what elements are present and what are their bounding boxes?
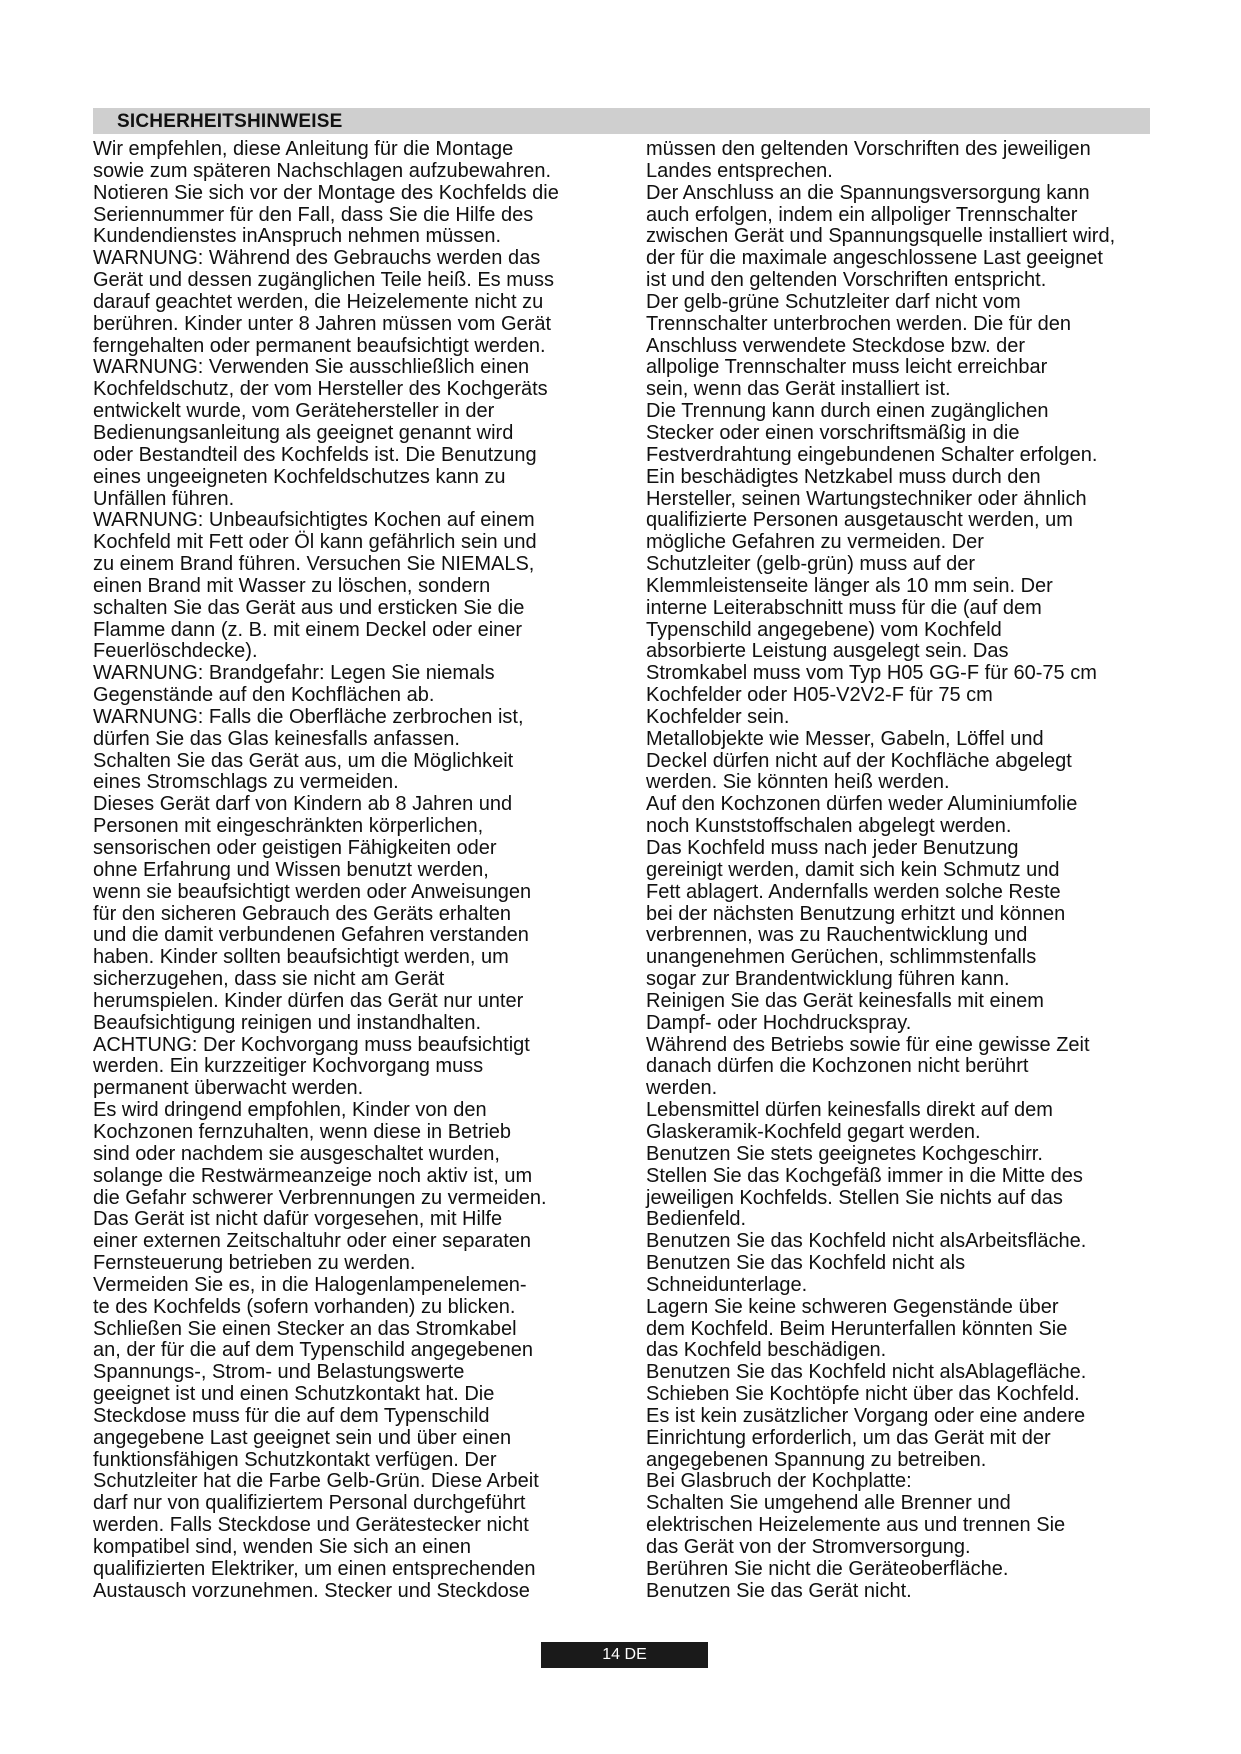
text-line: Schutzleiter hat die Farbe Gelb-Grün. Diese Arbeit (93, 1470, 539, 1493)
text-line: eines Stromschlags zu vermeiden. (93, 771, 399, 794)
text-line: die Gefahr schwerer Verbrennungen zu vermeiden. (93, 1186, 547, 1209)
text-line: jeweiligen Kochfelds. Stellen Sie nichts auf das (646, 1186, 1063, 1209)
text-line: haben. Kinder sollten beaufsichtigt werden, um (93, 946, 509, 969)
text-line: Festverdrahtung eingebundenen Schalter erfolgen. (646, 443, 1098, 466)
text-line: entwickelt wurde, vom Gerätehersteller in der (93, 400, 495, 423)
text-line: für den sicheren Gebrauch des Geräts erhalten (93, 902, 512, 925)
text-line: Gerät und dessen zugänglichen Teile heiß. Es muss (93, 269, 555, 292)
text-line: Personen mit eingeschränkten körperlichen, (93, 815, 484, 838)
text-line: Kochfelder sein. (646, 705, 790, 728)
text-line: oder Bestandteil des Kochfelds ist. Die Benutzung (93, 443, 537, 466)
text-line: mögliche Gefahren zu vermeiden. Der (646, 531, 984, 554)
text-line: Lagern Sie keine schweren Gegenstände über (646, 1295, 1059, 1318)
text-line: Kundendienstes inAnspruch nehmen müssen. (93, 225, 502, 248)
text-line: sicherzugehen, dass sie nicht am Gerät (93, 968, 445, 991)
text-line: Kochfeld mit Fett oder Öl kann gefährlich sein und (93, 531, 537, 554)
text-line: Hersteller, seinen Wartungstechniker oder ähnlich (646, 487, 1087, 510)
text-line: Einrichtung erforderlich, um das Gerät mit der (646, 1426, 1051, 1449)
text-line: elektrischen Heizelemente aus und trennen Sie (646, 1514, 1066, 1537)
text-line: Der gelb-grüne Schutzleiter darf nicht vom (646, 290, 1021, 313)
text-line: zu einem Brand führen. Versuchen Sie NIEMALS, (93, 553, 535, 576)
text-line: werden. Ein kurzzeitiger Kochvorgang muss (93, 1055, 484, 1078)
text-line: werden. Sie könnten heiß werden. (646, 771, 950, 794)
text-line: gereinigt werden, damit sich kein Schmutz und (646, 858, 1060, 881)
text-line: Wir empfehlen, diese Anleitung für die Montage (93, 138, 514, 160)
text-line: Vermeiden Sie es, in die Halogenlampenelemen- (93, 1273, 527, 1296)
text-line: angegebene Last geeignet sein und über einen (93, 1426, 512, 1449)
text-line: Das Kochfeld muss nach jeder Benutzung (646, 837, 1019, 859)
text-line: sensorischen oder geistigen Fähigkeiten oder (93, 837, 497, 859)
text-line: Der Anschluss an die Spannungsversorgung kann (646, 181, 1090, 204)
text-line: Dieses Gerät darf von Kindern ab 8 Jahren und (93, 793, 513, 816)
text-line: sein, wenn das Gerät installiert ist. (646, 378, 951, 401)
text-line: WARNUNG: Während des Gebrauchs werden das (93, 247, 541, 270)
text-line: Deckel dürfen nicht auf der Kochfläche abgelegt (646, 749, 1072, 772)
text-line: zwischen Gerät und Spannungsquelle installiert wird, (646, 225, 1116, 248)
text-line: Kochfeldschutz, der vom Hersteller des Kochgeräts (93, 378, 548, 401)
text-line: Die Trennung kann durch einen zugänglichen (646, 400, 1049, 423)
section-title: SICHERHEITSHINWEISE (117, 111, 343, 132)
text-line: WARNUNG: Unbeaufsichtigtes Kochen auf einem (93, 509, 535, 532)
text-line: berühren. Kinder unter 8 Jahren müssen vom Gerät (93, 312, 552, 335)
text-line: geeignet ist und einen Schutzkontakt hat. Die (93, 1383, 495, 1406)
text-line: Flamme dann (z. B. mit einem Deckel oder einer (93, 618, 523, 641)
text-line: Steckdose muss für die auf dem Typenschild (93, 1404, 490, 1427)
text-line: darauf geachtet werden, die Heizelemente nicht zu (93, 290, 544, 313)
text-line: Bei Glasbruch der Kochplatte: (646, 1470, 912, 1493)
text-line: Austausch vorzunehmen. Stecker und Steckdose (93, 1579, 530, 1602)
text-line: Schalten Sie das Gerät aus, um die Möglichkeit (93, 749, 514, 772)
text-line: sind oder nachdem sie ausgeschaltet wurden, (93, 1142, 500, 1165)
text-line: Stecker oder einen vorschriftsmäßig in die (646, 421, 1020, 444)
text-line: Schutzleiter (gelb-grün) muss auf der (646, 553, 976, 576)
text-line: auch erfolgen, indem ein allpoliger Trennschalter (646, 203, 1078, 226)
text-line: an, der für die auf dem Typenschild angegebenen (93, 1339, 533, 1362)
section-header-bar (93, 108, 1150, 134)
text-line: Typenschild angegebene) vom Kochfeld (646, 618, 1002, 641)
text-line: allpolige Trennschalter muss leicht erreichbar (646, 356, 1048, 379)
text-line: Glaskeramik-Kochfeld gegart werden. (646, 1120, 981, 1143)
page-number-badge: 14 DE (541, 1642, 708, 1668)
text-line: ist und den geltenden Vorschriften entspricht. (646, 269, 1047, 292)
text-line: Klemmleistenseite länger als 10 mm sein. Der (646, 574, 1053, 597)
text-line: bei der nächsten Benutzung erhitzt und können (646, 902, 1066, 925)
text-line: Spannungs-, Strom- und Belastungswerte (93, 1361, 465, 1384)
text-line: ferngehalten oder permanent beaufsichtigt werden. (93, 334, 546, 357)
text-line: Auf den Kochzonen dürfen weder Aluminiumfolie (646, 793, 1078, 816)
text-line: Metallobjekte wie Messer, Gabeln, Löffel und (646, 727, 1044, 750)
text-line: sowie zum späteren Nachschlagen aufzubewahren. (93, 159, 552, 182)
text-line: Das Gerät ist nicht dafür vorgesehen, mit Hilfe (93, 1208, 503, 1231)
text-line: te des Kochfelds (sofern vorhanden) zu blicken. (93, 1295, 516, 1318)
text-line: Es ist kein zusätzlicher Vorgang oder eine andere (646, 1404, 1086, 1427)
text-line: einer externen Zeitschaltuhr oder einer separaten (93, 1230, 532, 1253)
text-line: ohne Erfahrung und Wissen benutzt werden, (93, 858, 489, 881)
text-line: dürfen Sie das Glas keinesfalls anfassen. (93, 727, 460, 750)
text-line: Es wird dringend empfohlen, Kinder von den (93, 1099, 487, 1122)
text-line: permanent überwacht werden. (93, 1077, 364, 1100)
text-line: Kochzonen fernzuhalten, wenn diese in Betrieb (93, 1120, 512, 1143)
text-line: der für die maximale angeschlossene Last geeignet (646, 247, 1103, 270)
text-line: eines ungeeigneten Kochfeldschutzes kann zu (93, 465, 506, 488)
text-line: Anschluss verwendete Steckdose bzw. der (646, 334, 1026, 357)
text-line: das Gerät von der Stromversorgung. (646, 1536, 971, 1558)
text-line: schalten Sie das Gerät aus und ersticken Sie die (93, 596, 525, 619)
text-line: WARNUNG: Verwenden Sie ausschließlich einen (93, 356, 530, 379)
text-line: Während des Betriebs sowie für eine gewisse Zeit (646, 1033, 1090, 1056)
text-line: noch Kunststoffschalen abgelegt werden. (646, 815, 1012, 838)
text-line: herumspielen. Kinder dürfen das Gerät nur unter (93, 989, 524, 1012)
text-line: Bedienungsanleitung als geeignet genannt wird (93, 421, 514, 444)
text-line: Schließen Sie einen Stecker an das Stromkabel (93, 1317, 517, 1340)
text-line: Stromkabel muss vom Typ H05 GG-F für 60-75 cm (646, 662, 1097, 685)
text-line: ACHTUNG: Der Kochvorgang muss beaufsichtigt (93, 1033, 530, 1056)
text-line: Benutzen Sie stets geeignetes Kochgeschirr. (646, 1142, 1043, 1165)
text-line: WARNUNG: Brandgefahr: Legen Sie niemals (93, 662, 495, 685)
text-line: angegebenen Spannung zu betreiben. (646, 1448, 987, 1471)
text-line: Notieren Sie sich vor der Montage des Kochfelds die (93, 181, 559, 204)
text-line: qualifizierte Personen ausgetauscht werden, um (646, 509, 1073, 532)
text-line: Berühren Sie nicht die Geräteoberfläche. (646, 1557, 1009, 1580)
text-line: Benutzen Sie das Kochfeld nicht alsArbeitsfläche. (646, 1230, 1087, 1253)
text-line: kompatibel sind, wenden Sie sich an einen (93, 1536, 472, 1558)
text-line: Landes entsprechen. (646, 159, 833, 182)
text-line: einen Brand mit Wasser zu löschen, sondern (93, 574, 491, 597)
text-line: Kochfelder oder H05-V2V2-F für 75 cm (646, 684, 993, 707)
text-line: Benutzen Sie das Kochfeld nicht als (646, 1252, 966, 1275)
text-line: solange die Restwärmeanzeige noch aktiv ist, um (93, 1164, 533, 1187)
text-line: Benutzen Sie das Gerät nicht. (646, 1579, 912, 1602)
text-line: müssen den geltenden Vorschriften des jeweiligen (646, 138, 1091, 160)
text-line: darf nur von qualifiziertem Personal durchgeführt (93, 1492, 526, 1515)
text-line: Fernsteuerung betrieben zu werden. (93, 1252, 416, 1275)
text-line: und die damit verbundenen Gefahren verstanden (93, 924, 529, 947)
text-line: funktionsfähigen Schutzkontakt verfügen. Der (93, 1448, 497, 1471)
text-line: Stellen Sie das Kochgefäß immer in die Mitte des (646, 1164, 1083, 1187)
text-line: Bedienfeld. (646, 1208, 747, 1231)
text-line: wenn sie beaufsichtigt werden oder Anweisungen (93, 880, 532, 903)
text-line: das Kochfeld beschädigen. (646, 1339, 887, 1362)
text-line: sogar zur Brandentwicklung führen kann. (646, 968, 1010, 991)
text-line: absorbierte Leistung ausgelegt sein. Das (646, 640, 1009, 663)
text-line: Schalten Sie umgehend alle Brenner und (646, 1492, 1011, 1515)
text-line: Ein beschädigtes Netzkabel muss durch den (646, 465, 1041, 488)
text-line: werden. Falls Steckdose und Gerätestecker nicht (93, 1514, 529, 1537)
text-line: interne Leiterabschnitt muss für die (auf dem (646, 596, 1042, 619)
text-line: Feuerlöschdecke). (93, 640, 258, 663)
text-line: Schieben Sie Kochtöpfe nicht über das Kochfeld. (646, 1383, 1080, 1406)
text-line: qualifizierten Elektriker, um einen entsprechenden (93, 1557, 536, 1580)
text-line: Seriennummer für den Fall, dass Sie die Hilfe des (93, 203, 534, 226)
text-line: Dampf- oder Hochdruckspray. (646, 1011, 912, 1034)
text-line: Unfällen führen. (93, 487, 235, 510)
text-line: werden. (646, 1077, 718, 1100)
text-line: verbrennen, was zu Rauchentwicklung und (646, 924, 1028, 947)
text-line: Benutzen Sie das Kochfeld nicht alsAblagefläche. (646, 1361, 1087, 1384)
text-line: WARNUNG: Falls die Oberfläche zerbrochen ist, (93, 705, 524, 728)
text-line: unangenehmen Gerüchen, schlimmstenfalls (646, 946, 1037, 969)
text-line: Fett ablagert. Andernfalls werden solche Reste (646, 880, 1061, 903)
text-line: Reinigen Sie das Gerät keinesfalls mit einem (646, 989, 1044, 1012)
text-line: Gegenstände auf den Kochflächen ab. (93, 684, 435, 707)
text-line: danach dürfen die Kochzonen nicht berührt (646, 1055, 1029, 1078)
left-text-column (93, 139, 617, 1603)
text-line: Schneidunterlage. (646, 1273, 808, 1296)
text-line: Trennschalter unterbrochen werden. Die für den (646, 312, 1072, 335)
text-line: Lebensmittel dürfen keinesfalls direkt auf dem (646, 1099, 1053, 1122)
text-line: dem Kochfeld. Beim Herunterfallen könnten Sie (646, 1317, 1068, 1340)
right-text-column (646, 139, 1176, 1603)
text-line: Beaufsichtigung reinigen und instandhalten. (93, 1011, 482, 1034)
